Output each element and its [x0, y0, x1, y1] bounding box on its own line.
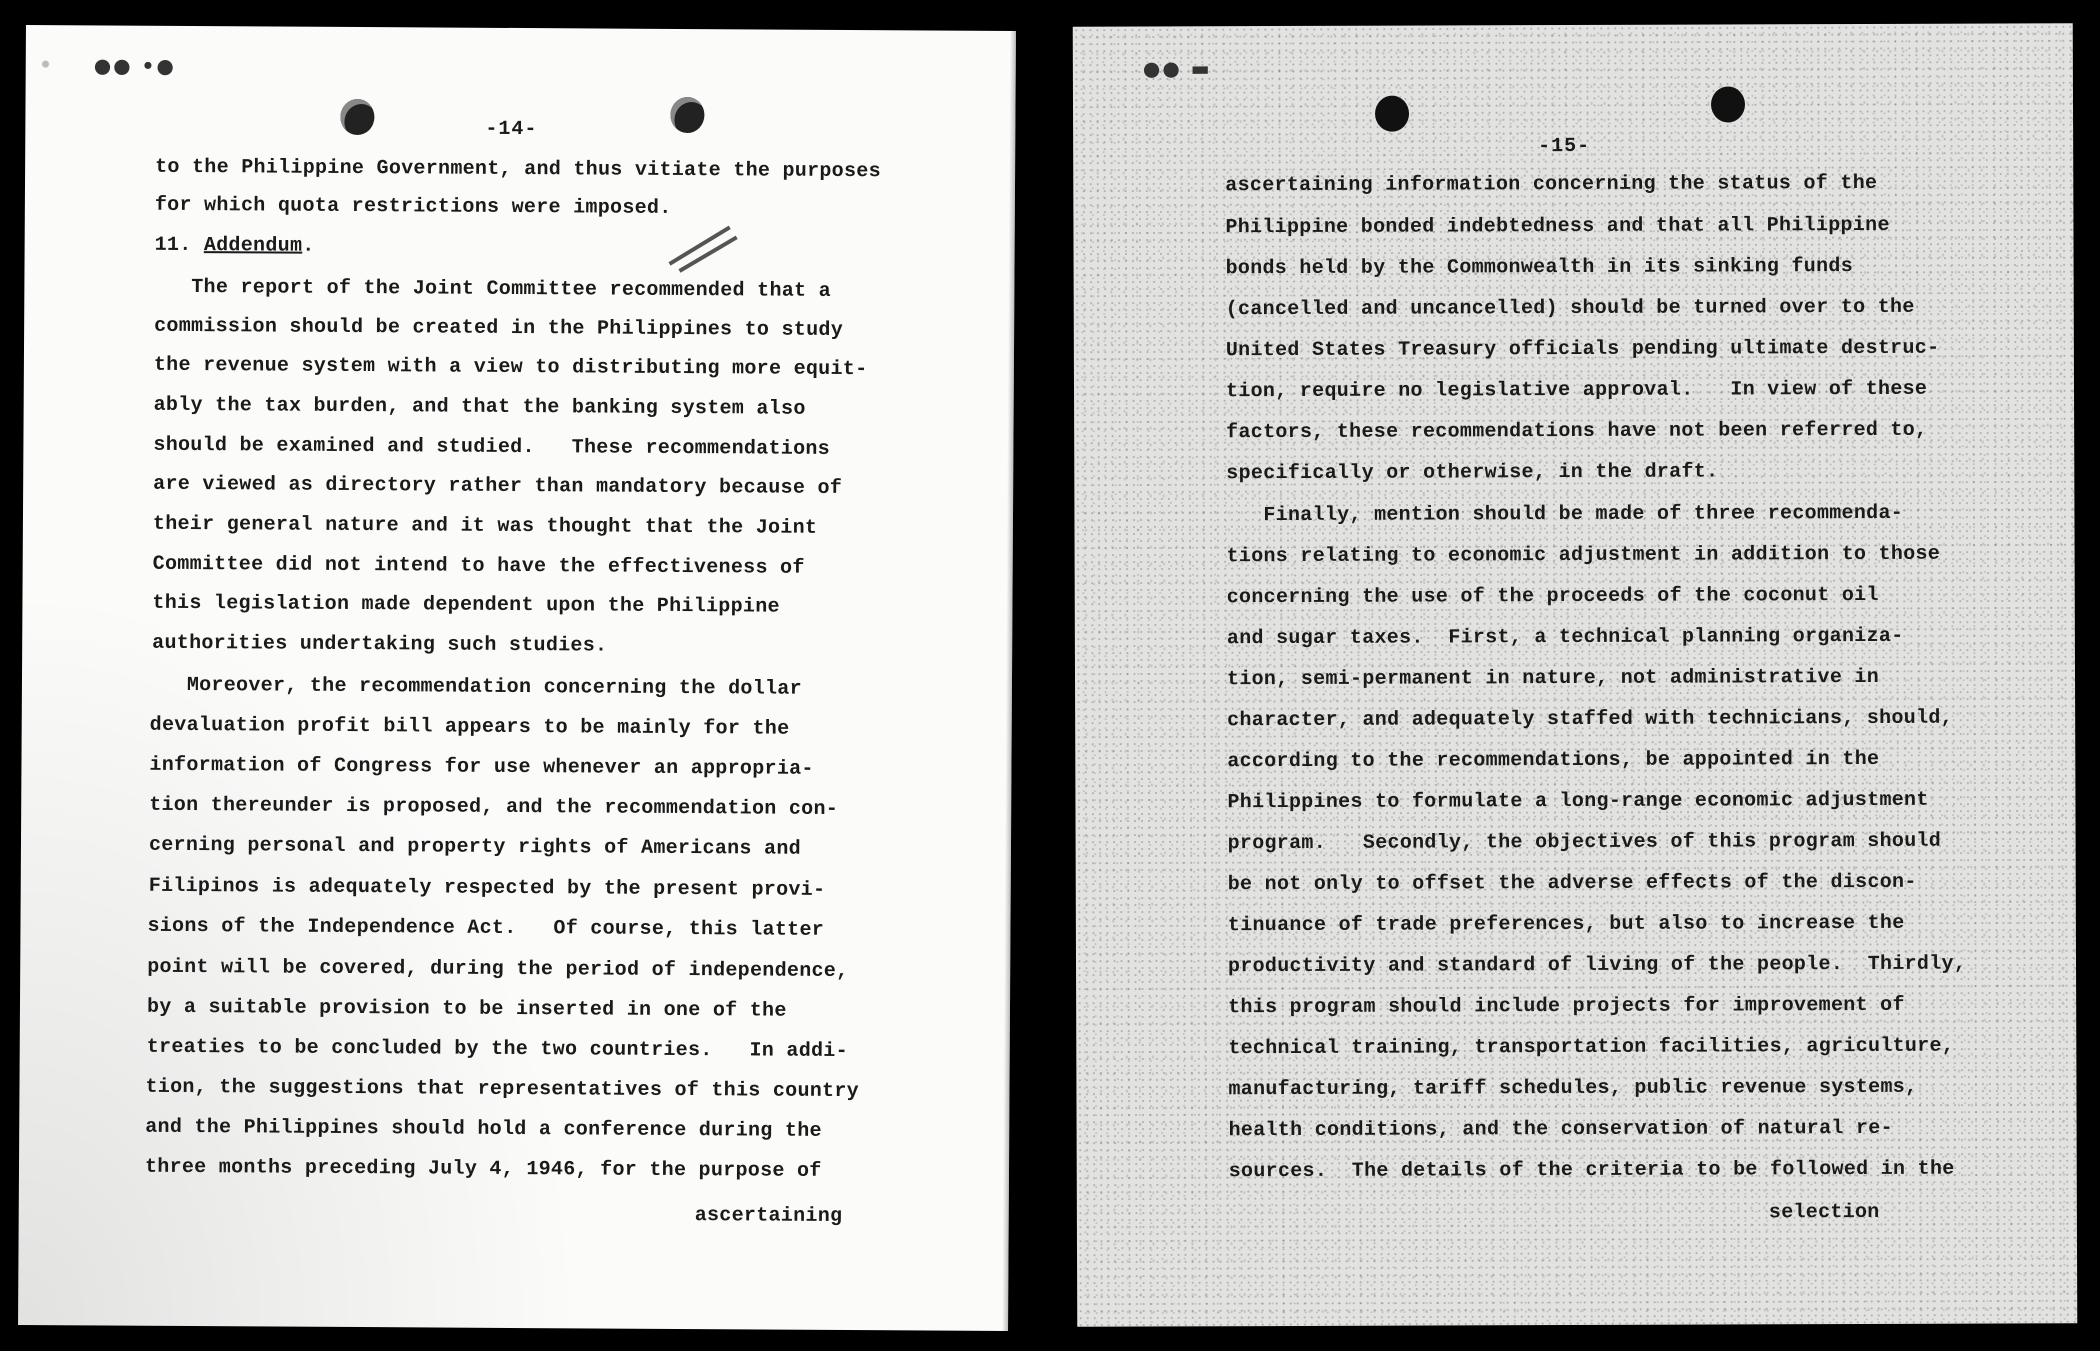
section-number: 11.	[154, 233, 192, 258]
body-line: technical training, transportation facilities, agriculture,	[1228, 1034, 1955, 1061]
section-heading-title: Addendum	[203, 234, 303, 258]
page-number: -15-	[1538, 134, 1591, 159]
body-line: devaluation profit bill appears to be mainly for the	[149, 713, 790, 741]
body-line: treaties to be concluded by the two countries. In addi-	[146, 1035, 849, 1064]
body-line: by a suitable provision to be inserted in one of the	[146, 995, 787, 1023]
body-line: tion, semi-permanent in nature, not administrative in	[1226, 665, 1880, 692]
body-line: to the Philippine Government, and thus vitiate the purposes	[155, 155, 881, 184]
body-line: bonds held by the Commonwealth in its sinking funds	[1225, 255, 1854, 281]
body-line: tion, require no legislative approval. In view of these	[1225, 377, 1928, 404]
body-line: be not only to offset the adverse effects of the discon-	[1227, 870, 1917, 897]
section-heading-period: .	[302, 234, 315, 258]
body-line: Moreover, the recommendation concerning the dollar	[149, 673, 803, 701]
pen-mark-icon	[664, 219, 744, 279]
body-line: Philippine bonded indebtedness and that all Philippine	[1225, 213, 1890, 240]
punch-hole-icon	[340, 99, 374, 135]
body-line: three months preceding July 4, 1946, for the purpose of	[144, 1155, 822, 1183]
body-line: Committee did not intend to have the effectiveness of	[152, 552, 805, 580]
body-line: Filipinos is adequately respected by the present provi-	[148, 874, 826, 902]
punch-hole-icon	[1711, 86, 1745, 122]
body-line: The report of the Joint Committee recommended that a	[154, 275, 832, 303]
section-heading	[155, 234, 315, 258]
body-line: concerning the use of the proceeds of the coconut oil	[1226, 583, 1879, 610]
body-line: the revenue system with a view to distributing more equit-	[153, 353, 868, 382]
body-line: point will be covered, during the period of independence,	[147, 955, 849, 984]
body-line: health conditions, and the conservation of natural re-	[1228, 1116, 1893, 1143]
body-line: manufacturing, tariff schedules, public revenue systems,	[1228, 1075, 1918, 1102]
body-line: for which quota restrictions were imposed.	[154, 193, 672, 220]
body-line: (cancelled and uncancelled) should be turned over to the	[1225, 295, 1915, 322]
body-line: this program should include projects for improvement of	[1228, 993, 1905, 1020]
punch-hole-icon	[1375, 96, 1409, 132]
body-line: tion, the suggestions that representatives of this country	[145, 1075, 860, 1104]
body-line: and the Philippines should hold a conference during the	[145, 1115, 822, 1143]
body-line: United States Treasury officials pending ultimate destruc-	[1225, 336, 1940, 363]
body-line: this legislation made dependent upon the Philippine	[152, 591, 780, 619]
page-edge-shadow	[1002, 31, 1016, 1331]
body-line: Finally, mention should be made of three recommenda-	[1226, 501, 1904, 528]
body-line: cerning personal and property rights of Americans and	[148, 833, 802, 861]
body-line: authorities undertaking such studies.	[152, 631, 608, 658]
body-line: their general nature and it was thought that the Joint	[152, 512, 818, 540]
body-line: Philippines to formulate a long-range economic adjustment	[1227, 788, 1929, 815]
page-14	[18, 25, 1016, 1331]
body-line: tions relating to economic adjustment in addition to those	[1226, 542, 1941, 569]
body-line: productivity and standard of living of the people. Thirdly,	[1227, 952, 1967, 979]
body-line: tion thereunder is proposed, and the recommendation con-	[149, 793, 839, 821]
body-line: tinuance of trade preferences, but also to increase the	[1227, 911, 1905, 938]
staple-mark-icon: ●● ▬	[1142, 56, 1212, 81]
body-line: program. Secondly, the objectives of this program should	[1227, 829, 1942, 856]
body-line: according to the recommendations, be appointed in the	[1227, 747, 1880, 774]
body-line: are viewed as directory rather than mandatory because of	[153, 472, 843, 500]
body-line: character, and adequately staffed with technicians, should,	[1227, 706, 1954, 733]
staple-mark-icon: ●● •●	[93, 53, 176, 78]
body-line: sions of the Independence Act. Of course, this latter	[147, 914, 825, 942]
body-line: ably the tax burden, and that the banking system also	[153, 393, 806, 421]
body-line: should be examined and studied. These recommendations	[153, 433, 831, 461]
body-line: sources. The details of the criteria to be followed in the	[1228, 1157, 1955, 1184]
catchword: ascertaining	[694, 1204, 843, 1228]
body-line: information of Congress for use whenever an appropria-	[149, 753, 814, 781]
catchword: selection	[1768, 1200, 1880, 1225]
punch-hole-icon	[670, 97, 704, 133]
page-15	[1073, 23, 2078, 1326]
body-line: and sugar taxes. First, a technical planning organiza-	[1226, 624, 1904, 651]
body-line: factors, these recommendations have not been referred to,	[1226, 418, 1928, 445]
body-line: commission should be created in the Philippines to study	[154, 314, 844, 342]
body-line: ascertaining information concerning the status of the	[1225, 171, 1878, 198]
body-line: specifically or otherwise, in the draft.	[1226, 460, 1719, 486]
page-number: -14-	[485, 117, 538, 142]
